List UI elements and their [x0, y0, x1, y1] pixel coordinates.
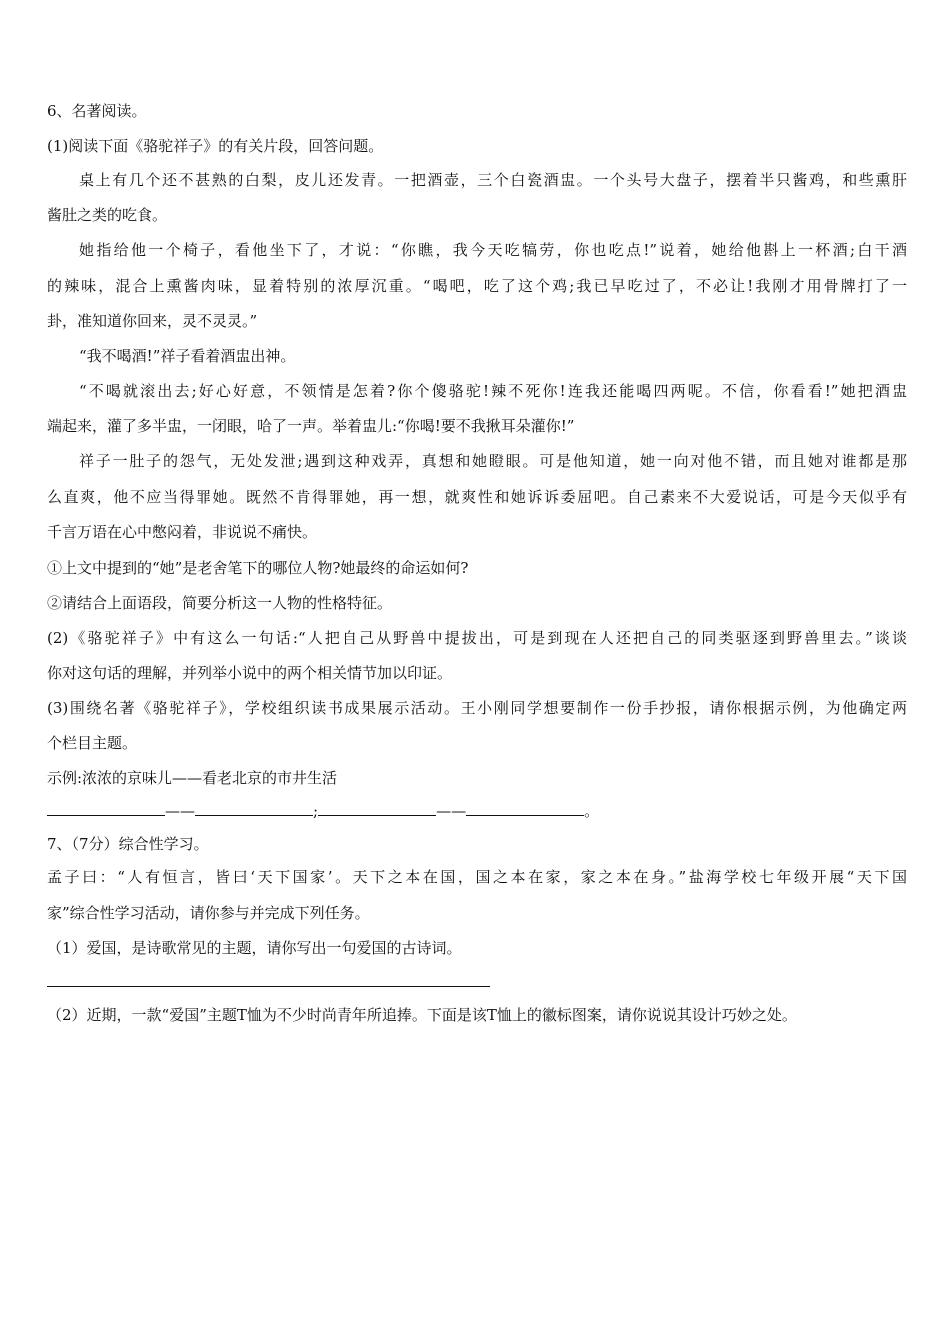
answer-blank[interactable] — [195, 801, 313, 816]
q6-header: 6、名著阅读。 — [47, 102, 147, 120]
passage-line: 千言万语在心中憋闷着，非说说不痛快。 — [47, 523, 318, 541]
answer-fill-line — [47, 801, 599, 821]
dash-text: —— — [436, 802, 467, 820]
semicolon-text: ; — [313, 802, 319, 820]
passage-line: “不喝就滚出去;好心好意，不领情是怎着?你个傻骆驼!辣不死你!连我还能喝四两呢。不信，你看看!”她把酒盅 — [79, 382, 907, 400]
q6-part1-question-1: ①上文中提到的“她”是老舍笔下的哪位人物?她最终的命运如何? — [47, 559, 469, 577]
q6-part3-line: 个栏目主题。 — [47, 734, 138, 752]
q7-header: 7、（7分）综合性学习。 — [47, 835, 209, 853]
answer-blank[interactable] — [47, 801, 165, 816]
answer-blank[interactable] — [466, 801, 584, 816]
q7-task-1: （1）爱国，是诗歌常见的主题，请你写出一句爱国的古诗词。 — [47, 939, 462, 957]
passage-line: 祥子一肚子的怨气，无处发泄;遇到这种戏弄，真想和她瞪眼。可是他知道，她一向对他不错，而且她对谁都是那 — [79, 452, 907, 470]
passage-line: “我不喝酒!”祥子看着酒盅出神。 — [79, 347, 296, 365]
q6-part3-line: (3)围绕名著《骆驼祥子》，学校组织读书成果展示活动。王小刚同学想要制作一份手抄报，请你根据示例，为他确定两 — [47, 699, 907, 717]
q7-intro-line: 孟子曰：“人有恒言，皆曰‘天下国家’。天下之本在国，国之本在家，家之本在身。”盐海学校七年级开展“天下国 — [47, 868, 907, 886]
q7-intro-line: 家”综合性学习活动，请你参与并完成下列任务。 — [47, 904, 370, 922]
passage-line: 卦，准知道你回来，灵不灵灵。” — [47, 312, 258, 330]
answer-line[interactable] — [47, 986, 490, 987]
passage-line: 桌上有几个还不甚熟的白梨，皮儿还发青。一把酒壶，三个白瓷酒盅。一个头号大盘子，摆着半只酱鸡，和些熏肝 — [79, 171, 907, 189]
passage-line: 她指给他一个椅子，看他坐下了，才说：“你瞧，我今天吃犒劳，你也吃点!”说着，她给他斟上一杯酒;白干酒 — [79, 241, 907, 259]
passage-line: 端起来，灌了多半盅，一闭眼，哈了一声。举着盅儿:“你喝!要不我揪耳朵灌你!” — [47, 417, 575, 435]
q6-part2-line: 你对这句话的理解，并列举小说中的两个相关情节加以印证。 — [47, 664, 453, 682]
passage-line: 么直爽，他不应当得罪她。既然不肯得罪她，再一想，就爽性和她诉诉委屈吧。自己素来不大爱说话，可是今天似乎有 — [47, 488, 907, 506]
q7-task-2: （2）近期，一款“爱国”主题T恤为不少时尚青年所追捧。下面是该T恤上的徽标图案，请你说说其设计巧妙之处。 — [47, 1006, 797, 1024]
passage-line: 酱肚之类的吃食。 — [47, 206, 168, 224]
passage-line: 的辣味，混合上熏酱肉味，显着特别的浓厚沉重。“喝吧，吃了这个鸡;我已早吃过了，不必让!我刚才用骨牌打了一 — [47, 277, 907, 295]
example-text: 示例:浓浓的京味儿——看老北京的市井生活 — [47, 769, 338, 787]
period-text: 。 — [584, 802, 600, 820]
answer-blank[interactable] — [318, 801, 436, 816]
dash-text: —— — [165, 802, 195, 820]
q6-part1-question-2: ②请结合上面语段，简要分析这一人物的性格特征。 — [47, 594, 393, 612]
q6-part1-intro: (1)阅读下面《骆驼祥子》的有关片段，回答问题。 — [47, 137, 384, 155]
q6-part2-line: (2)《骆驼祥子》中有这么一句话:“人把自己从野兽中提拔出，可是到现在人还把自己的同类驱逐到野兽里去。”谈谈 — [47, 629, 907, 647]
